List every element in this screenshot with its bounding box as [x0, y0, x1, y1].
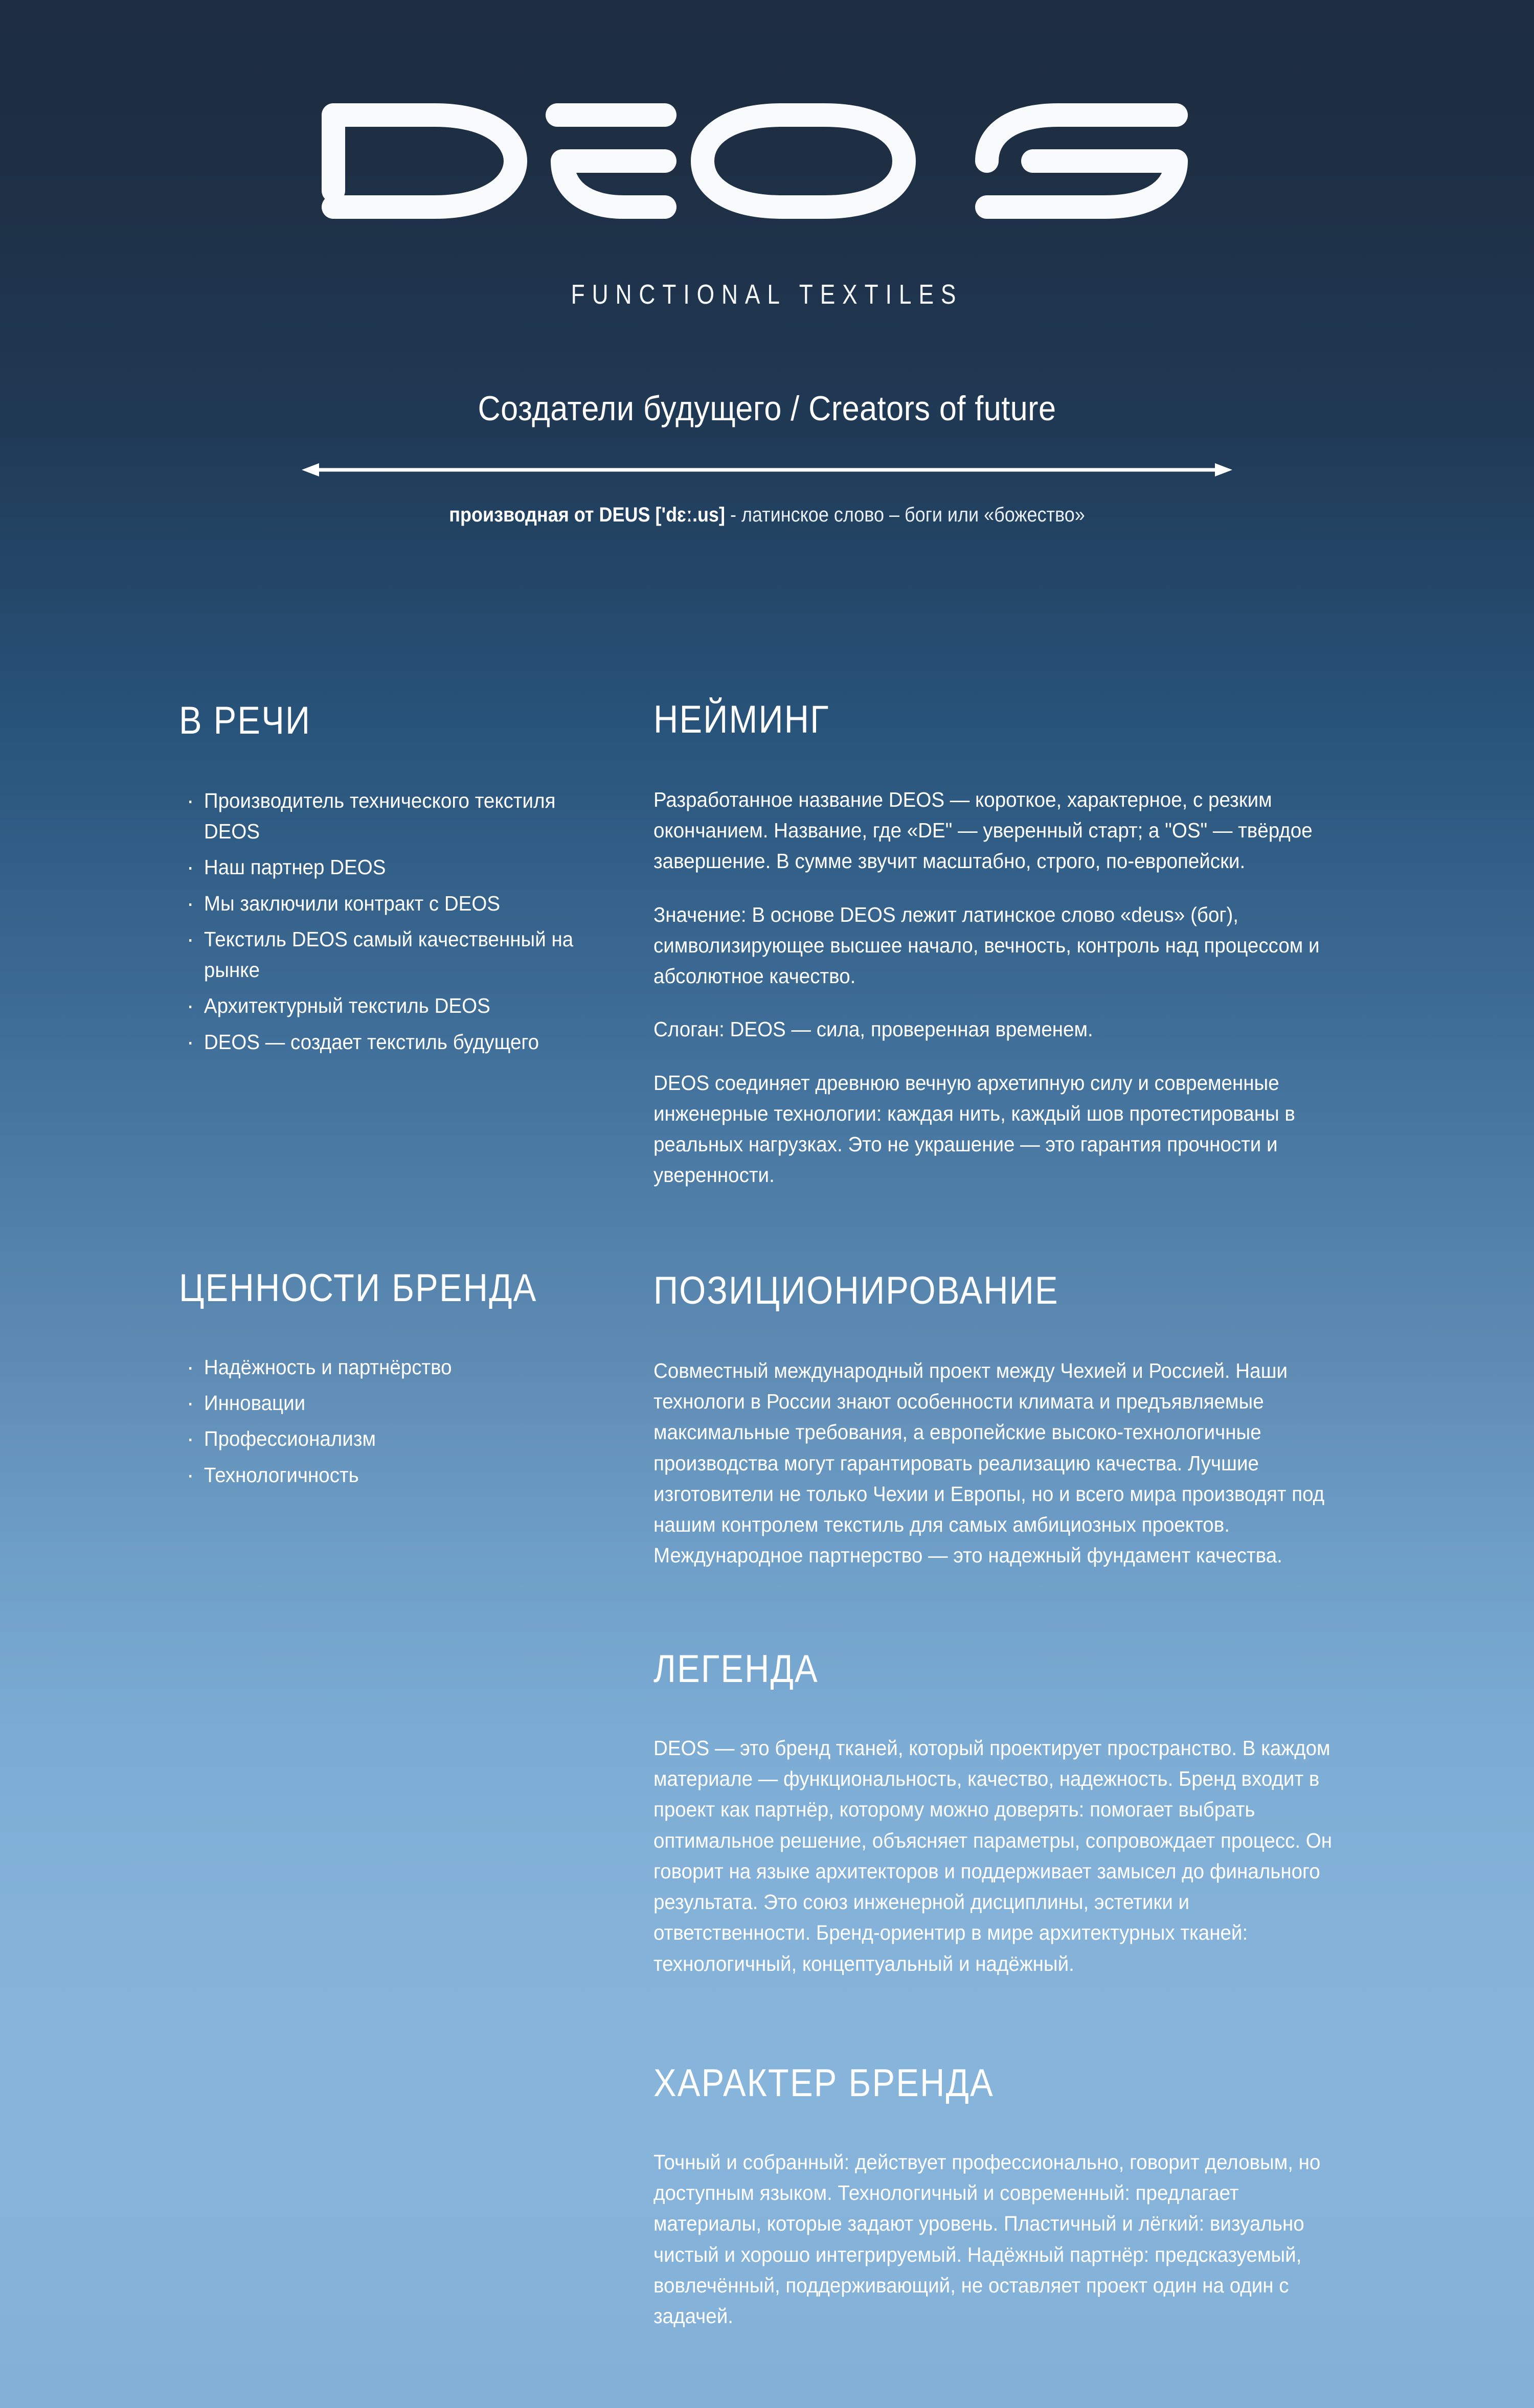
logo-subtitle: FUNCTIONAL TEXTILES: [571, 279, 963, 310]
list-item: · Архитектурный текстиль DEOS: [179, 990, 612, 1021]
section-values: [179, 1268, 639, 1495]
list-item: · Текстиль DEOS самый качественный на рынке: [179, 924, 612, 986]
paragraph: DEOS — это бренд тканей, который проектирует пространство. В каждом материале — функциональность, качество, надежность. Бренд входит в проект как партнёр, которому можно доверять: помогает выбрать оптимальное решение, объясняет параметры, сопровождает процесс. Он говорит на языке архитекторов и поддерживает замысел до финального результата. Это союз инженерной дисциплины, эстетики и ответственности. Бренд-ориентир в мире архитектурных тканей: технологичный, концептуальный и надёжный.: [653, 1736, 1333, 1975]
heading-speech: В РЕЧИ: [179, 699, 311, 742]
paragraph: DEOS соединяет древнюю вечную архетипную силу и современные инженерные технологии: каждая нить, каждый шов протестированы в реальных нагрузках. Это не украшение — это гарантия прочности и уверенности.: [653, 1071, 1295, 1187]
list-item: · Инновации: [179, 1388, 612, 1418]
etymology-rest: - латинское слово – боги или «божество»: [725, 504, 1085, 526]
heading-character: ХАРАКТЕР БРЕНДА: [653, 2061, 994, 2105]
list-item: · Наш партнер DEOS: [179, 852, 612, 882]
section-speech: [179, 700, 639, 1062]
list-item: · Мы заключили контракт с DEOS: [179, 888, 612, 919]
section-positioning: [653, 1270, 1385, 1571]
deos-logo: [307, 79, 1227, 243]
heading-naming: НЕЙМИНГ: [653, 698, 830, 741]
positioning-body: [653, 1355, 1341, 1571]
tagline: Создатели будущего / Creators of future: [478, 389, 1056, 428]
list-item: · Технологичность: [179, 1460, 612, 1490]
section-legend: [653, 1649, 1385, 1979]
legend-body: [653, 1733, 1341, 1979]
paragraph: Слоган: DEOS — сила, проверенная временем.: [653, 1017, 1093, 1041]
paragraph: Разработанное название DEOS — короткое, характерное, с резким окончанием. Название, где «DE" — уверенный старт; а "OS" — твёрдое завершение. В сумме звучит масштабно, строго, по-европейски.: [653, 787, 1313, 873]
heading-legend: ЛЕГЕНДА: [653, 1647, 819, 1691]
arrow-divider: [302, 463, 1232, 476]
heading-positioning: ПОЗИЦИОНИРОВАНИЕ: [653, 1269, 1059, 1312]
list-item: · DEOS — создает текстиль будущего: [179, 1027, 612, 1057]
values-list: [179, 1352, 639, 1490]
section-character: [653, 2063, 1385, 2331]
naming-body: [653, 784, 1341, 1191]
character-body: [653, 2147, 1341, 2332]
paragraph: Точный и собранный: действует профессионально, говорит деловым, но доступным языком. Технологичный и современный: предлагает материалы, которые задают уровень. Пластичный и лёгкий: визуально чистый и хорошо интегрируемый. Надёжный партнёр: предсказуемый, вовлечённый, поддерживающий, не оставляет проект один на один с задачей.: [653, 2150, 1321, 2328]
heading-values: ЦЕННОСТИ БРЕНДА: [179, 1266, 537, 1310]
list-item: · Надёжность и партнёрство: [179, 1352, 612, 1382]
etymology-bold: производная от DEUS ['dɛː.us]: [449, 504, 725, 526]
etymology-note: [77, 504, 1457, 527]
paragraph: Совместный международный проект между Чехией и Россией. Наши технологи в России знают особенности климата и предъявляемые максимальные требования, а европейские высоко-технологичные производства могут гарантировать реализацию качества. Лучшие изготовители не только Чехии и Европы, но и всего мира производят под нашим контролем текстиль для самых амбициозных проектов. Международное партнерство — это надежный фундамент качества.: [653, 1358, 1325, 1568]
list-item: · Производитель технического текстиля DEOS: [179, 785, 612, 847]
section-naming: [653, 699, 1385, 1191]
list-item: · Профессионализм: [179, 1423, 612, 1454]
speech-list: [179, 785, 639, 1057]
paragraph: Значение: В основе DEOS лежит латинское слово «deus» (бог), символизирующее высшее начало, вечность, контроль над процессом и абсолютное качество.: [653, 902, 1320, 988]
